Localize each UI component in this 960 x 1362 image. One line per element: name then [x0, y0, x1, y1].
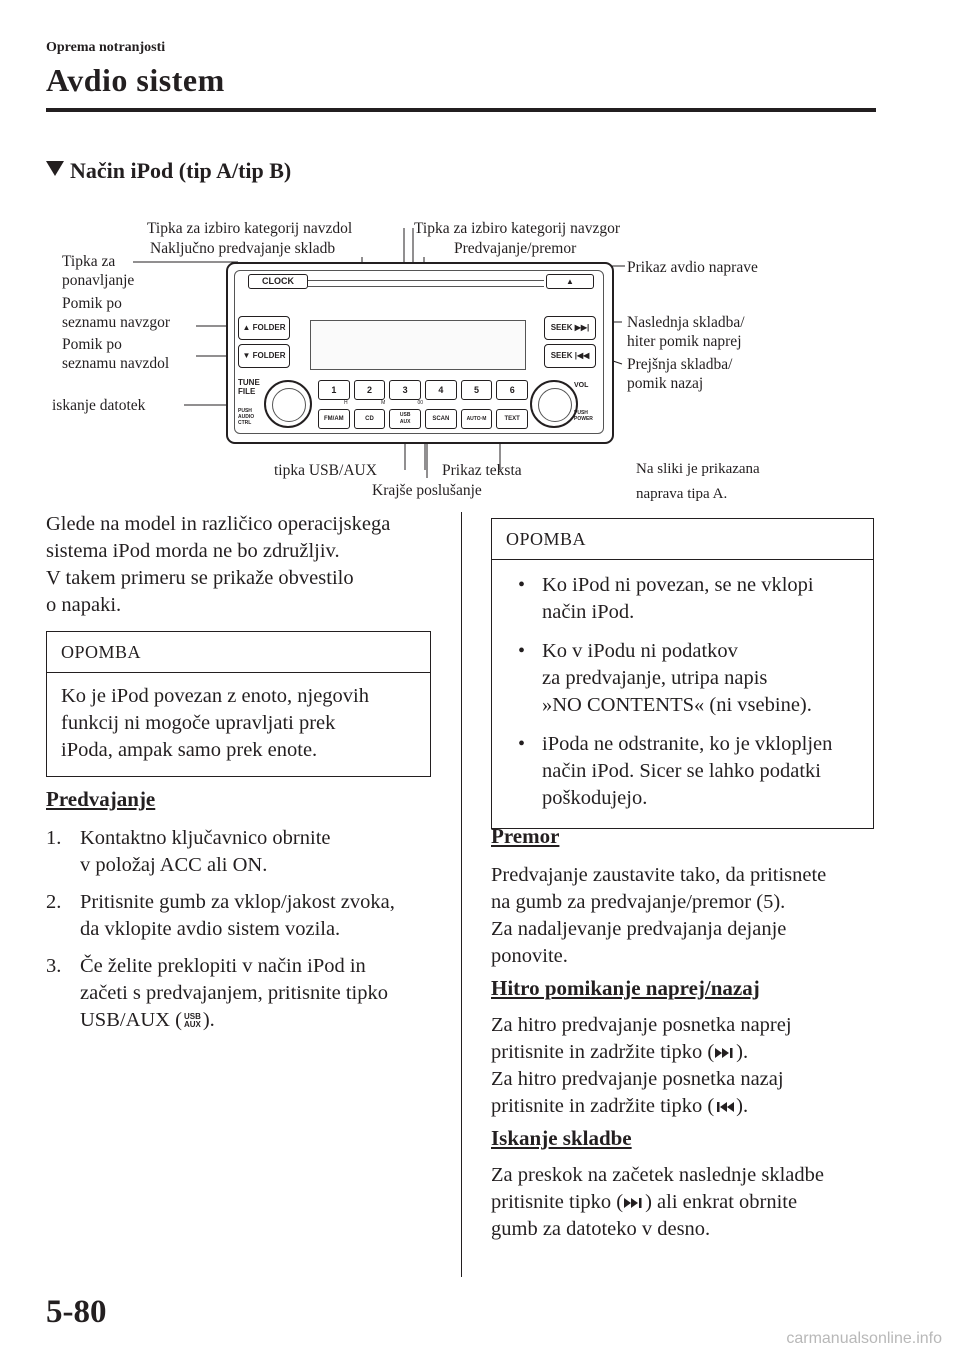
step-3 [46, 953, 446, 1034]
note-bullets [492, 560, 873, 828]
step-number: 2. [46, 891, 62, 913]
auto-m-label: AUTO·M [466, 416, 487, 422]
volume-knob[interactable] [530, 380, 578, 428]
text-label: TEXT [504, 416, 520, 422]
note-box-left [46, 631, 431, 777]
seek-down-label: SEEK |◀◀ [550, 351, 590, 360]
tune-label: TUNE [238, 378, 260, 387]
preset-5-button[interactable] [461, 380, 493, 400]
preset-sub-m: M [381, 400, 386, 406]
preset-1-label: 1 [331, 385, 337, 395]
power-labels [574, 410, 593, 422]
push-label: PUSH [238, 408, 252, 414]
label-file-search: iskanje datotek [52, 397, 146, 414]
tune-file-knob[interactable] [264, 380, 312, 428]
step-text: Kontaktno ključavnico obrnite v položaj ACC ali ON. [80, 827, 331, 876]
preset-5-label: 5 [474, 385, 480, 395]
intro-paragraph: Glede na model in različico operacijskega sistema iPod morda ne bo združljiv. V takem primeru se prikaže obvestilo o napaki. [46, 513, 391, 616]
page-number: 5-80 [46, 1294, 107, 1330]
preset-2-button[interactable] [354, 380, 386, 400]
figure-note: Na sliki je prikazana naprava tipa A. [636, 461, 760, 502]
tune-knob-labels [238, 378, 260, 396]
display-screen [310, 320, 526, 370]
scan-button[interactable] [425, 409, 457, 429]
label-scan: Krajše poslušanje [372, 482, 482, 499]
audio-label: AUDIO [238, 414, 255, 420]
file-label: FILE [238, 387, 256, 396]
page-title: Avdio sistem [46, 62, 225, 98]
label-category-up: Tipka za izbiro kategorij navzgor [414, 220, 621, 237]
bullet-icon: • [518, 733, 526, 755]
section-label: Oprema notranjosti [46, 40, 166, 55]
text-button[interactable] [496, 409, 528, 429]
preset-1-button[interactable] [318, 380, 350, 400]
subheading-track-search: Iskanje skladbe [491, 1126, 632, 1150]
preset-6-button[interactable] [496, 380, 528, 400]
steps-list [46, 825, 446, 1044]
clock-button[interactable] [248, 274, 308, 289]
cd-button[interactable] [354, 409, 386, 429]
usb-icon-top: USB [183, 1012, 201, 1022]
header-rule [46, 108, 876, 112]
fm-am-label: FM/AM [324, 416, 344, 422]
ff-line-4: pritisnite in zadržite tipko ( ). [491, 1095, 749, 1117]
seek-up-button[interactable] [544, 316, 596, 340]
preset-3-label: 3 [402, 385, 408, 395]
step-text: Če želite preklopiti v način iPod in začeti s predvajanjem, pritisnite tipko USB/AUX ( [80, 955, 388, 1031]
watermark: carmanualsonline.info [786, 1330, 942, 1347]
search-line-3: gumb za datoteko v desno. [491, 1218, 711, 1240]
cd-slot-lower [308, 286, 544, 287]
seek-down-button[interactable] [544, 344, 596, 368]
column-divider [461, 512, 462, 1277]
note-box-right [491, 518, 874, 829]
preset-2-label: 2 [367, 385, 373, 395]
usb-icon-bottom: AUX [183, 1020, 201, 1030]
usb-aux-icon [184, 1013, 201, 1029]
subheading-pause: Premor [491, 824, 560, 848]
preset-row [318, 380, 528, 400]
label-play-pause: Predvajanje/premor [454, 240, 577, 257]
pause-paragraph: Predvajanje zaustavite tako, da pritisnete na gumb za predvajanje/premor (5). Za nadaljevanje predvajanja dejanje ponovite. [491, 864, 827, 967]
label-list-up: Pomik po seznamu navzgor [62, 295, 171, 331]
bullet-text: Ko iPod ni povezan, se ne vklopi način iPod. [542, 574, 814, 623]
clock-button-label: CLOCK [262, 276, 294, 286]
label-repeat: Tipka za ponavljanje [62, 253, 135, 289]
preset-sub-00: 00 [417, 400, 424, 406]
label-audio-display: Prikaz avdio naprave [627, 259, 758, 276]
step-number: 3. [46, 955, 62, 977]
step-2 [46, 889, 446, 943]
push-power-label: PUSH [574, 410, 588, 416]
ff-line-2: pritisnite in zadržite tipko ( ). [491, 1041, 749, 1063]
folder-up-label: ▲ FOLDER [242, 323, 286, 332]
label-shuffle: Naključno predvajanje skladb [150, 240, 336, 257]
fm-am-button[interactable] [318, 409, 350, 429]
bottom-button-row [318, 409, 528, 429]
note-bullet-2 [506, 638, 859, 719]
skip-forward-icon [714, 1046, 736, 1060]
triangle-icon [46, 161, 64, 176]
step-3-tail: ). [202, 1009, 215, 1031]
fast-forward-paragraph [491, 1012, 891, 1120]
track-search-paragraph [491, 1162, 891, 1243]
preset-3-button[interactable] [389, 380, 421, 400]
preset-4-label: 4 [438, 385, 444, 395]
bullet-icon: • [518, 640, 526, 662]
note-bullet-1 [506, 572, 859, 626]
step-text: Pritisnite gumb za vklop/jakost zvoka, da vklopite avdio sistem vozila. [80, 891, 395, 940]
note-bullet-3 [506, 731, 859, 812]
folder-up-button[interactable] [238, 316, 290, 340]
subheading-fast-forward: Hitro pomikanje naprej/nazaj [491, 976, 760, 1000]
ctrl-label: CTRL [238, 420, 252, 426]
seek-up-label: SEEK ▶▶| [550, 323, 590, 332]
search-line-2: pritisnite tipko ( ) ali enkrat obrnite [491, 1191, 798, 1213]
note-heading: OPOMBA [492, 519, 873, 560]
bullet-icon: • [518, 574, 526, 596]
ff-line-1: Za hitro predvajanje posnetka naprej [491, 1014, 792, 1036]
label-list-down: Pomik po seznamu navzdol [62, 336, 170, 372]
skip-back-icon [714, 1100, 736, 1114]
cd-label: CD [365, 416, 374, 422]
search-line-1: Za preskok na začetek naslednje skladbe [491, 1164, 824, 1186]
preset-sub-labels [318, 400, 528, 406]
scan-label: SCAN [432, 416, 450, 422]
bullet-text: iPoda ne odstranite, ko je vklopljen način iPod. Sicer se lahko podatki poškodujejo. [542, 733, 833, 809]
step-number: 1. [46, 827, 62, 849]
usb-aux-label: USB AUX [399, 412, 411, 425]
eject-icon: ▲ [566, 277, 574, 286]
ff-line-3: Za hitro predvajanje posnetka nazaj [491, 1068, 784, 1090]
folder-down-label: ▼ FOLDER [242, 351, 286, 360]
vol-label: VOL [574, 382, 589, 389]
preset-4-button[interactable] [425, 380, 457, 400]
label-category-down: Tipka za izbiro kategorij navzdol [147, 220, 353, 237]
preset-6-label: 6 [509, 385, 515, 395]
unit-inner-frame [234, 270, 604, 434]
audio-unit [226, 262, 614, 444]
note-heading: OPOMBA [47, 632, 430, 673]
cd-slot [308, 280, 544, 281]
section-heading [46, 158, 291, 184]
label-next-track: Naslednja skladba/ hiter pomik naprej [627, 314, 745, 350]
label-text-display: Prikaz teksta [442, 462, 522, 479]
section-heading-text: Način iPod (tip A/tip B) [70, 158, 292, 183]
folder-down-button[interactable] [238, 344, 290, 368]
skip-forward-icon [623, 1196, 645, 1210]
label-prev-track: Prejšnja skladba/ pomik nazaj [627, 356, 733, 392]
preset-sub-h: H [344, 400, 348, 406]
power-label: POWER [574, 416, 593, 422]
note-body: Ko je iPod povezan z enoto, njegovih funkcij ni mogoče upravljati prek iPoda, ampak samo prek enote. [61, 685, 370, 761]
eject-button[interactable] [546, 274, 594, 289]
usb-aux-button[interactable] [389, 409, 421, 429]
label-usb-aux: tipka USB/AUX [274, 462, 377, 479]
step-1 [46, 825, 446, 879]
auto-m-button[interactable] [461, 409, 493, 429]
subheading-playback: Predvajanje [46, 787, 156, 811]
audio-ctrl-labels [238, 408, 254, 426]
bullet-text: Ko v iPodu ni podatkov za predvajanje, utripa napis »NO CONTENTS« (ni vsebine). [542, 640, 812, 716]
